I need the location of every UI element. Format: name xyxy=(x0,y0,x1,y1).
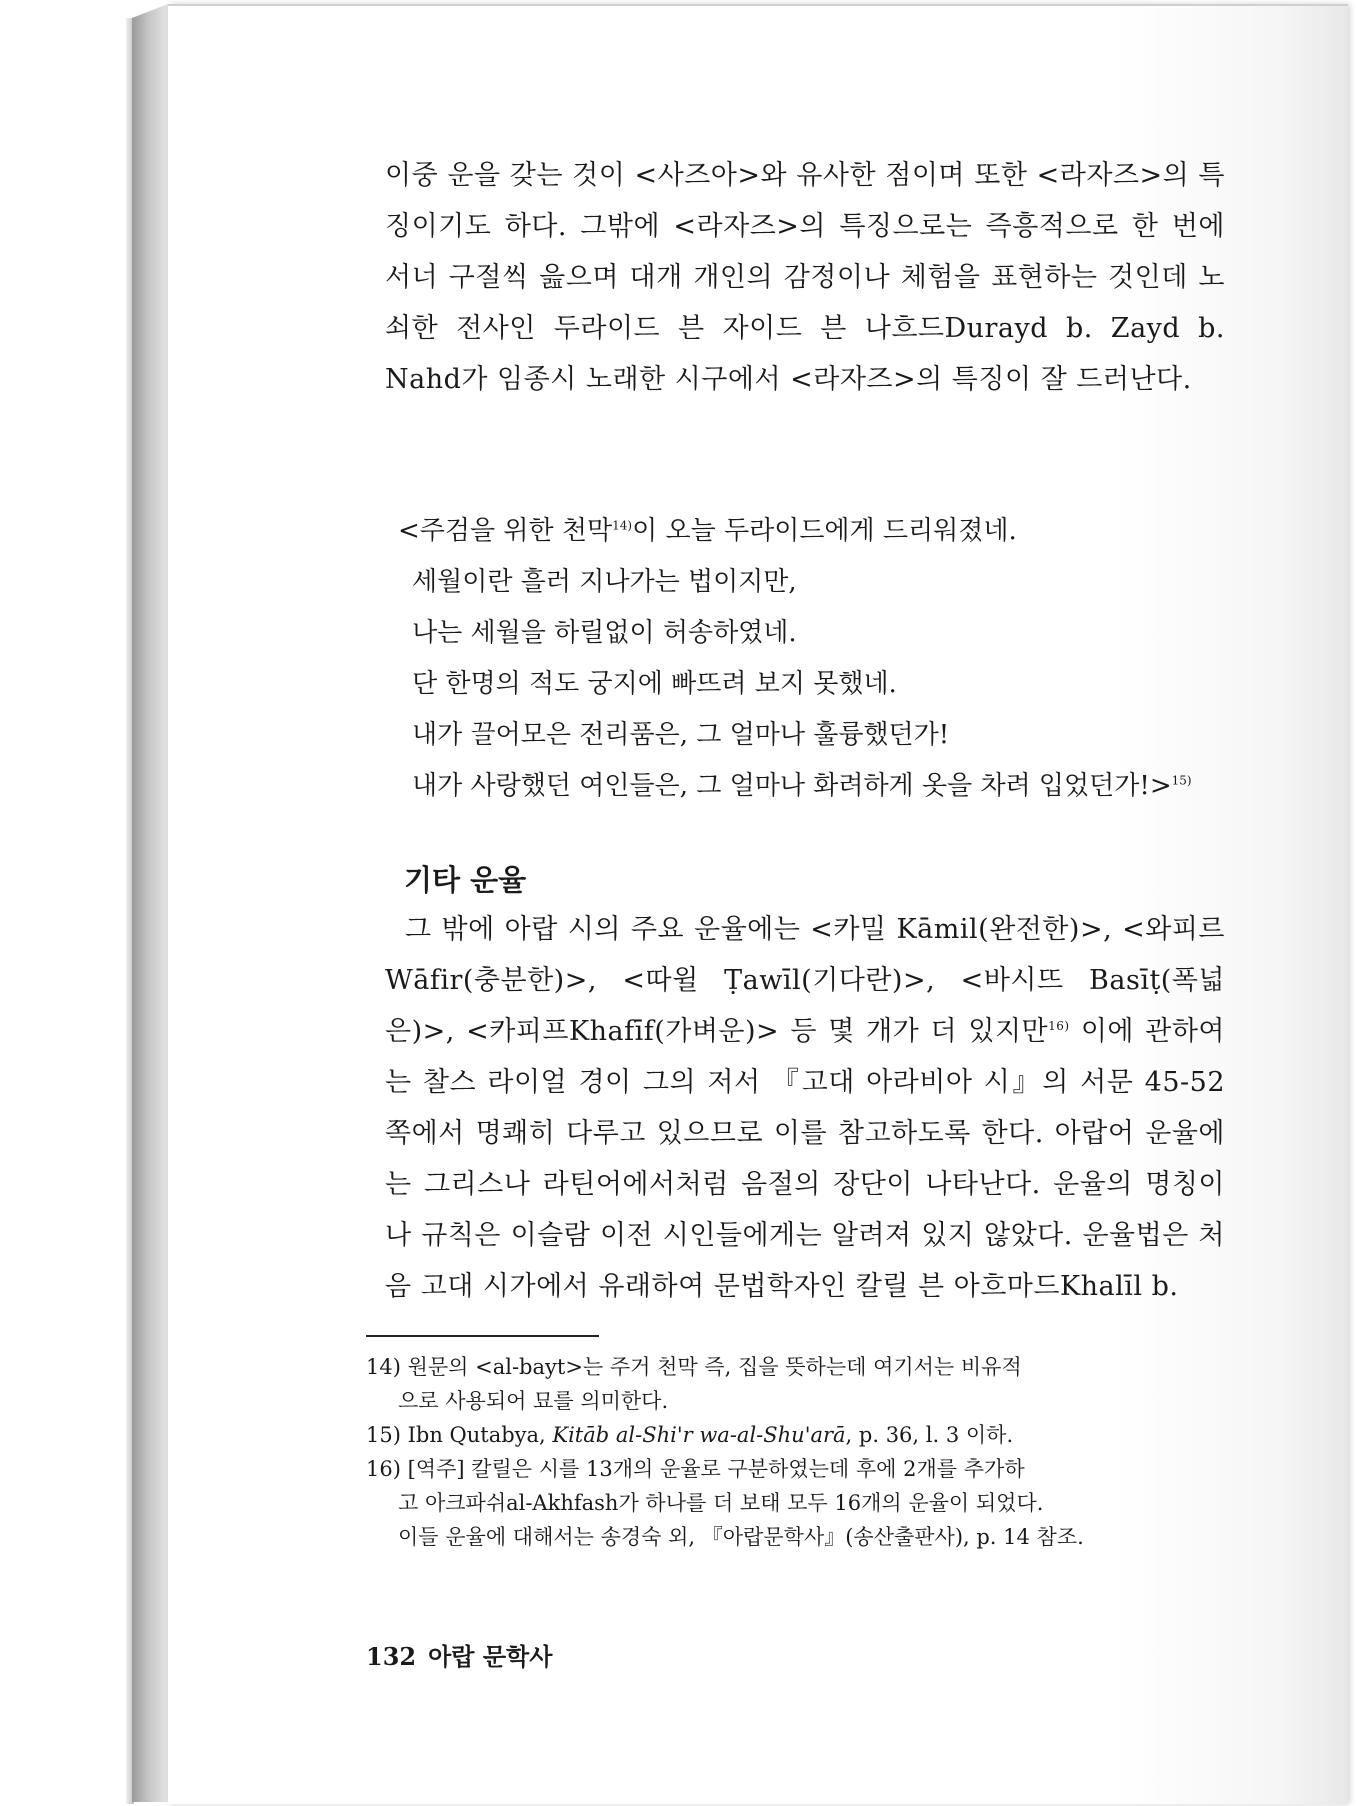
footnote-ref-16: 16) xyxy=(1048,1019,1070,1033)
page-number: 132 xyxy=(366,1642,417,1671)
footnote-16-line-3: 이들 운율에 대해서는 송경숙 외, 『아랍문학사』(송산출판사), p. 14 참조. xyxy=(398,1525,1084,1549)
footnote-15-text-cont: , p. 36, l. 3 이하. xyxy=(845,1423,1014,1447)
poem-line-3: 나는 세월을 하릴없이 허송하였네. xyxy=(412,618,797,648)
poem-line-5: 내가 끌어모은 전리품은, 그 얼마나 훌륭했던가! xyxy=(412,720,950,750)
poem-line-4: 단 한명의 적도 궁지에 빠뜨려 보지 못했네. xyxy=(412,669,897,699)
footnote-16-line-1: 16) [역주] 칼릴은 시를 13개의 운율로 구분하였는데 후에 2개를 추가하 xyxy=(366,1457,1025,1481)
poem-line-2: 세월이란 흘러 지나가는 법이지만, xyxy=(412,567,797,597)
book-side-edge xyxy=(132,4,168,1802)
footnote-14-line-1: 14) 원문의 <al-bayt>는 주거 천막 즉, 집을 뜻하는데 여기서는 비유적 xyxy=(366,1355,1022,1379)
footnote-16 xyxy=(366,1452,1224,1554)
footnote-divider xyxy=(366,1335,599,1337)
page-footer xyxy=(366,1637,552,1672)
footnote-15 xyxy=(366,1418,1224,1452)
footnote-16-line-2: 고 아크파쉬al-Akhfash가 하나를 더 보태 모두 16개의 운율이 되었다. xyxy=(398,1491,1044,1515)
poem-line-1-text-cont: 이 오늘 두라이드에게 드리워졌네. xyxy=(632,516,1017,546)
poem-line-6-text: 내가 사랑했던 여인들은, 그 얼마나 화려하게 옷을 차려 입었던가!> xyxy=(412,771,1172,801)
footnote-ref-15: 15) xyxy=(1171,773,1192,788)
footnote-ref-14: 14) xyxy=(612,518,633,533)
body-paragraph-2 xyxy=(385,904,1225,1312)
body-paragraph-1: 이중 운을 갖는 것이 <사즈아>와 유사한 점이며 또한 <라자즈>의 특징이기도 하다. 그밖에 <라자즈>의 특징으로는 즉흥적으로 한 번에 서너 구절씩 읊으며 대개 개인의 감정이나 체험을 표현하는 것인데 노쇠한 전사인 두라이드 븐 자이드 븐 나흐드Durayd b. Zayd b. Nahd가 임종시 노래한 시구에서 <라자즈>의 특징이 잘 드러난다. xyxy=(385,160,1225,395)
footnotes xyxy=(366,1350,1224,1554)
footnote-14 xyxy=(366,1350,1224,1418)
footnote-15-text: 15) Ibn Qutabya, xyxy=(366,1423,553,1447)
poem-line-1 xyxy=(398,506,1238,557)
footnote-15-book-title: Kitāb al-Shi'r wa-al-Shu'arā xyxy=(552,1423,846,1447)
footnote-14-line-2: 으로 사용되어 묘를 의미한다. xyxy=(398,1389,669,1413)
poem-line-1-text: <주검을 위한 천막 xyxy=(398,516,613,546)
poem-block xyxy=(398,506,1238,812)
body-paragraph-2-text-cont: 이에 관하여는 찰스 라이얼 경이 그의 저서 『고대 아라비아 시』의 서문 45-52 쪽에서 명쾌히 다루고 있으므로 이를 참고하도록 한다. 아랍어 운율에는 그리스나 라틴어에서처럼 음절의 장단이 나타난다. 운율의 명칭이나 규칙은 이슬람 이전 시인들에게는 알려져 있지 않았다. 운율법은 처음 고대 시가에서 유래하여 문법학자인 칼릴 븐 아흐마드Khalīl b. xyxy=(385,1016,1226,1302)
poem-line-6 xyxy=(398,761,1238,812)
body-paragraph-2-text: 그 밖에 아랍 시의 주요 운율에는 <카밀 Kāmil(완전한)>, <와피르 Wāfir(충분한)>, <따윌 Ṭawīl(기다란)>, <바시뜨 Basīṭ(폭넓은)>, <카피프Khafīf(가벼운)> 등 몇 개가 더 있지만 xyxy=(385,914,1225,1047)
section-heading: 기타 운율 xyxy=(404,863,527,897)
running-title: 아랍 문학사 xyxy=(428,1642,553,1671)
